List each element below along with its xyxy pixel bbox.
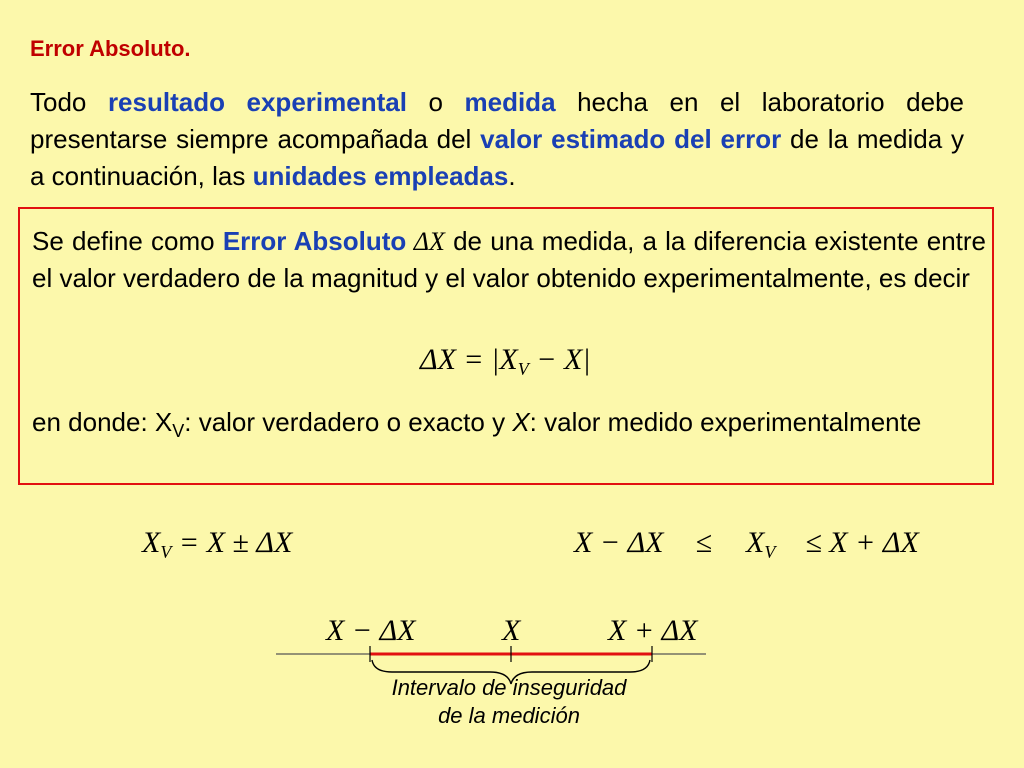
definition-text-2: de una medida, a la diferencia existente entre el valor verdadero de la magnitud y el valor obtenido experimentalmente, es decir <box>32 226 987 293</box>
interval-caption-line-1: Intervalo de inseguridad <box>391 675 627 700</box>
where-text-1: en donde: X <box>32 407 173 437</box>
eq-right-a: X − ΔX <box>574 526 664 559</box>
intro-text-4: de la medida y a continuación, las <box>30 124 964 191</box>
formula-part-2: − X| <box>528 343 591 376</box>
eq-left-sub: V <box>160 542 172 562</box>
intro-text-5: . <box>508 161 516 191</box>
intro-highlight-3: valor estimado del error <box>480 124 782 154</box>
interval-caption-line-2: de la medición <box>438 703 580 728</box>
intro-highlight-1: resultado experimental <box>107 87 407 117</box>
intro-highlight-2: medida <box>464 87 556 117</box>
interval-caption <box>364 674 654 730</box>
intro-text-3: hecha en el laboratorio debe presentarse siempre acompañada del <box>30 87 964 154</box>
slide-title: Error Absoluto. <box>30 36 191 61</box>
formula-part-1: ΔX = |X <box>420 343 518 376</box>
eq-right-le2: ≤ X + ΔX <box>805 526 919 559</box>
where-subscript: V <box>172 421 185 441</box>
eq-left-rest: = X ± ΔX <box>171 526 293 559</box>
interval-right-label: X + ΔX <box>608 614 698 647</box>
where-text-2: : valor verdadero o exacto y <box>184 407 513 437</box>
eq-left-x: X <box>142 526 161 559</box>
intro-highlight-4: unidades empleadas <box>252 161 509 191</box>
intro-text-1: Todo <box>30 87 108 117</box>
where-text-3: : valor medido experimentalmente <box>529 407 922 437</box>
intro-text-2: o <box>406 87 465 117</box>
interval-mid-label: X <box>502 614 521 647</box>
definition-symbol: ΔX <box>406 227 445 256</box>
eq-right-le1: ≤ <box>695 526 712 559</box>
where-x: X <box>512 407 530 437</box>
eq-right-sub: V <box>764 542 776 562</box>
interval-left-label: X − ΔX <box>326 614 416 647</box>
definition-highlight: Error Absoluto <box>222 226 407 256</box>
eq-right-xv: X <box>745 526 765 559</box>
definition-text-1: Se define como <box>32 226 223 256</box>
formula-subscript: V <box>517 359 529 379</box>
